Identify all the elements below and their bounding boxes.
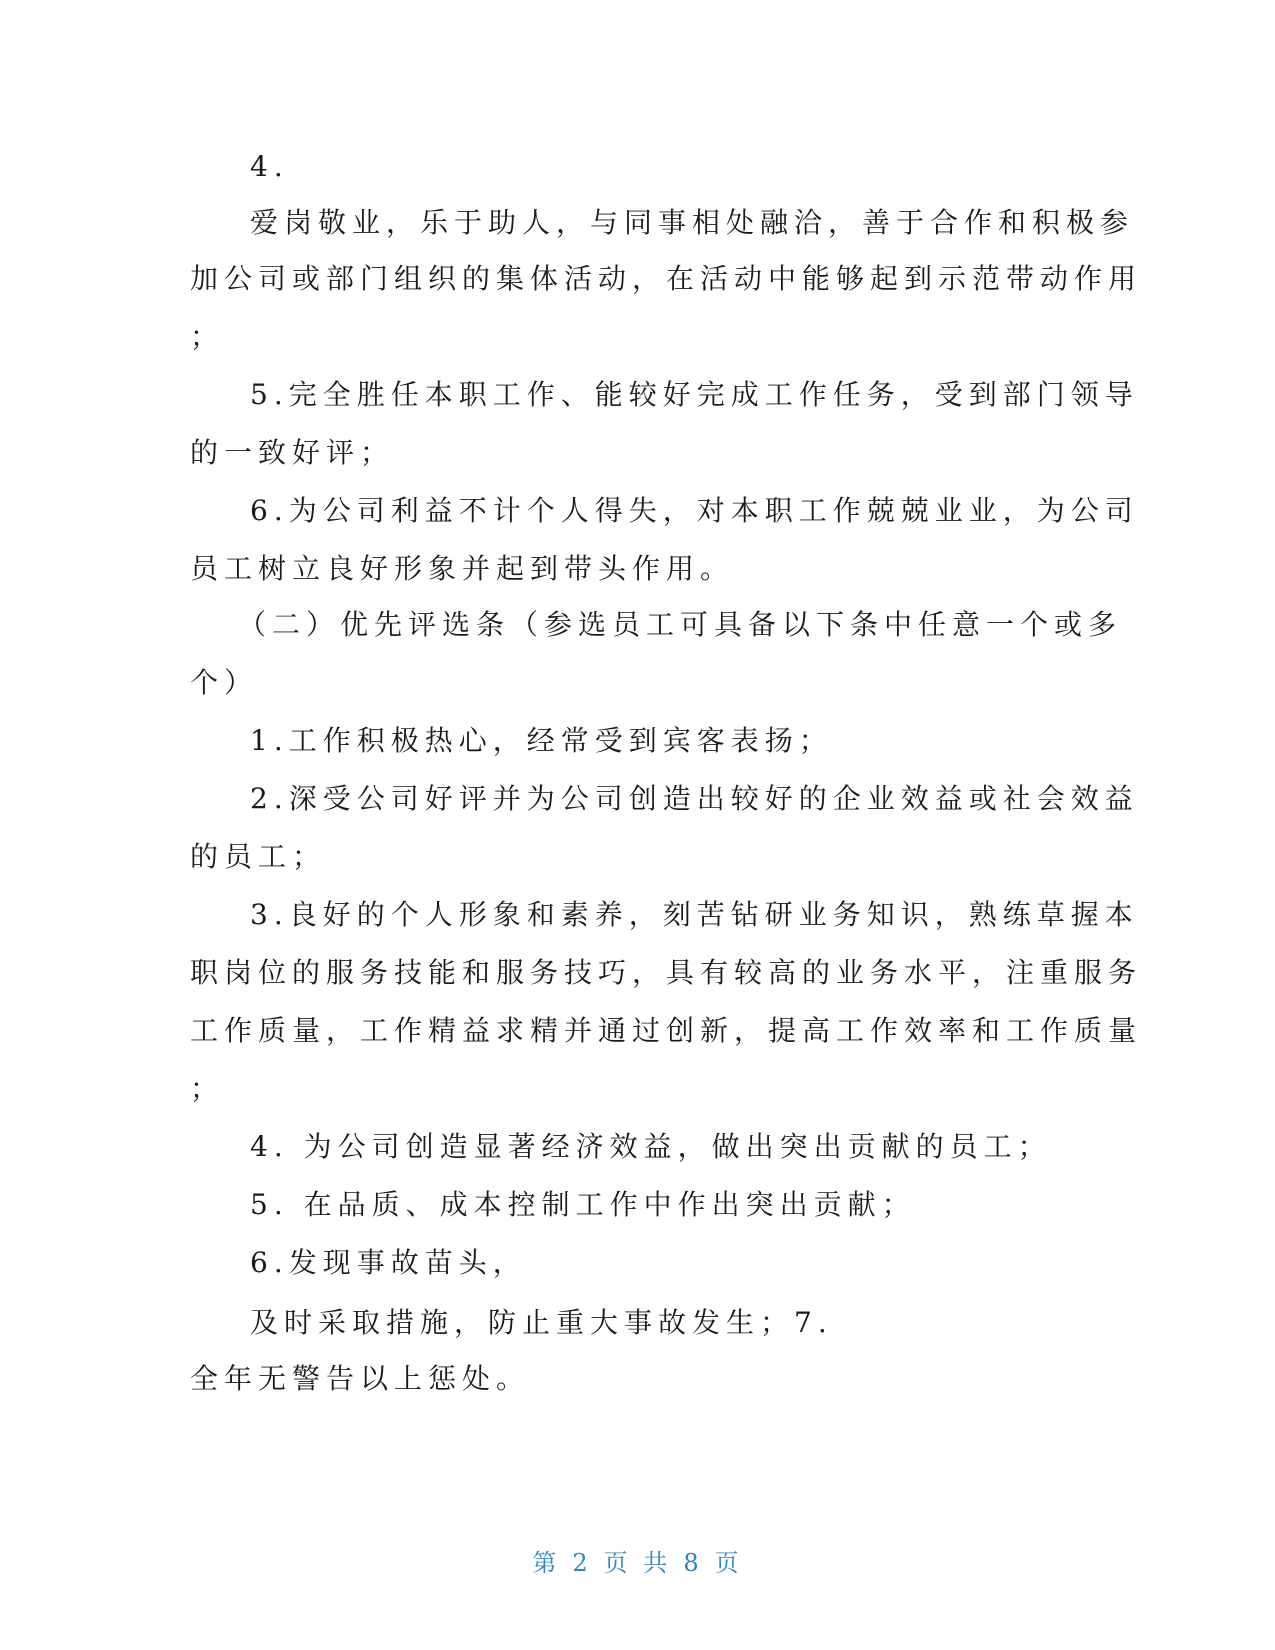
paragraph-line: ； xyxy=(190,1072,225,1105)
paragraph-line: 爱岗敬业，乐于助人，与同事相处融洽，善于合作和积极参 xyxy=(250,206,1135,239)
paragraph-line: 及时采取措施，防止重大事故发生；7. xyxy=(250,1306,833,1339)
list-item-1: 1.工作积极热心，经常受到宾客表扬； xyxy=(250,724,833,757)
paragraph-line: 的一致好评； xyxy=(190,436,395,469)
footer-current-page: 2 xyxy=(572,1549,592,1577)
footer-total-pages: 8 xyxy=(683,1549,703,1577)
paragraph-line: 加公司或部门组织的集体活动，在活动中能够起到示范带动作用 xyxy=(190,262,1143,295)
list-item-5b: 5. 在品质、成本控制工作中作出突出贡献； xyxy=(250,1188,916,1221)
footer-suffix: 页 xyxy=(714,1549,743,1577)
paragraph-line: 个） xyxy=(190,666,259,699)
footer-middle: 页 共 xyxy=(603,1549,672,1577)
paragraph-line: 员工树立良好形象并起到带头作用。 xyxy=(190,552,735,585)
paragraph-line: ； xyxy=(190,320,225,353)
list-item-4: 4. 为公司创造显著经济效益，做出突出贡献的员工； xyxy=(250,1130,1052,1163)
list-item-3: 3.良好的个人形象和素养，刻苦钻研业务知识，熟练草握本 xyxy=(250,898,1139,931)
list-item-6b: 6.发现事故苗头， xyxy=(250,1246,527,1279)
list-item-2: 2.深受公司好评并为公司创造出较好的企业效益或社会效益 xyxy=(250,782,1139,815)
page-footer xyxy=(0,1548,1275,1578)
footer-prefix: 第 xyxy=(532,1549,561,1577)
list-item-6: 6.为公司利益不计个人得失，对本职工作兢兢业业，为公司 xyxy=(250,494,1139,527)
paragraph-line: 的员工； xyxy=(190,840,327,873)
section-heading: （二）优先评选条（参选员工可具备以下条中任意一个或多 xyxy=(238,608,1123,641)
paragraph-line: 工作质量，工作精益求精并通过创新，提高工作效率和工作质量 xyxy=(190,1014,1143,1047)
list-item-4-number: 4. xyxy=(250,150,289,183)
paragraph-line: 全年无警告以上惩处。 xyxy=(190,1362,531,1395)
paragraph-line: 职岗位的服务技能和服务技巧，具有较高的业务水平，注重服务 xyxy=(190,956,1143,989)
list-item-5: 5.完全胜任本职工作、能较好完成工作任务，受到部门领导 xyxy=(250,378,1139,411)
